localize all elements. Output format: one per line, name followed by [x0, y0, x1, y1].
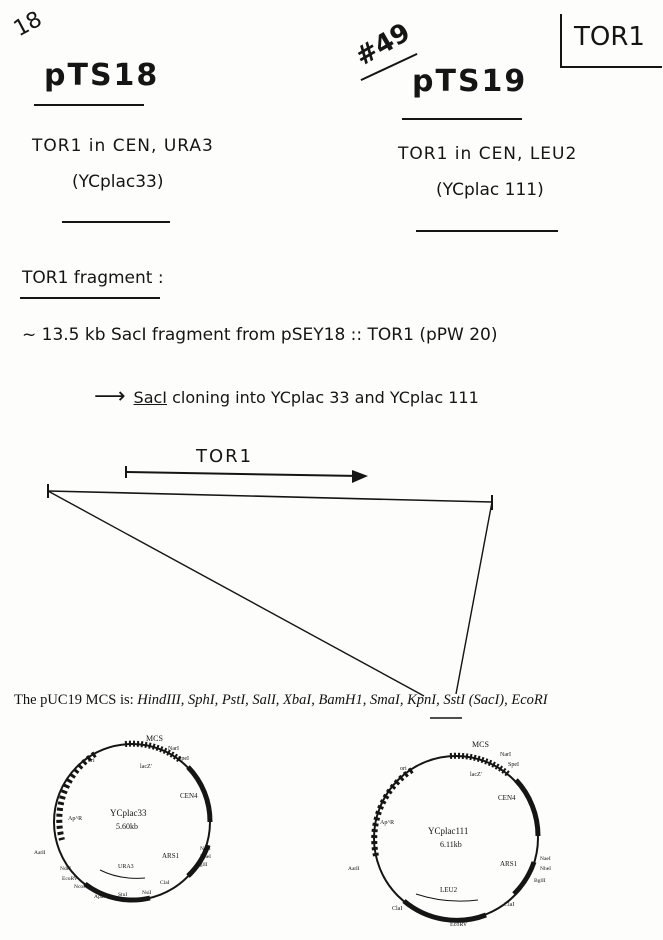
ycplac33-size: 5.60kb — [116, 822, 138, 831]
ycplac33-ori: ori — [88, 758, 95, 764]
ycplac33-mcs: MCS — [146, 734, 163, 743]
ycplac111-naei: NaeI — [540, 856, 551, 862]
ycplac111-nhei: NheI — [540, 866, 551, 872]
ycplac33-nhei: NheI — [200, 854, 211, 860]
left-number: 18 — [9, 6, 47, 43]
ycplac33-ampr: Ap^R — [68, 816, 83, 822]
ycplac33-aatii: AatII — [34, 850, 46, 856]
ycplac33-cen4: CEN4 — [180, 792, 198, 800]
ycplac33-apai: ApaI — [94, 894, 105, 900]
ycplac33-spei: SpeI — [178, 756, 189, 762]
right-vector: (YCplac 111) — [436, 180, 544, 200]
ycplac111-cen4: CEN4 — [498, 794, 516, 802]
fragment-heading: TOR1 fragment : — [22, 268, 164, 288]
ycplac111-ori: ori — [400, 766, 407, 772]
ycplac33-ndei: NdeI — [60, 866, 71, 872]
ycplac33-naei: NaeI — [200, 846, 211, 852]
ycplac33-name: YCplac33 — [110, 808, 147, 818]
right-plasmid-name: pTS19 — [412, 64, 528, 99]
amp-segment — [374, 770, 412, 856]
ycplac111-bglii: BglII — [534, 878, 546, 884]
mcs-sites: HindIII, SphI, PstI, SalI, XbaI, BamH1, SmaI, KpnI, SstI (SacI), EcoRI — [137, 692, 548, 708]
left-vector: (YCplac33) — [72, 172, 164, 192]
cloning-rest: cloning into YCplac 33 and YCplac 111 — [167, 388, 479, 407]
leu2-arrow — [416, 894, 478, 901]
ycplac33-ars1: ARS1 — [162, 852, 180, 860]
ycplac111-name: YCplac111 — [428, 826, 469, 836]
ycplac33-lacz: lacZ' — [140, 764, 152, 770]
ycplac33-ura3: URA3 — [118, 864, 134, 870]
corner-tag: TOR1 — [574, 22, 645, 52]
ycplac111-size: 6.11kb — [440, 840, 462, 849]
ycplac111-clai-right: ClaI — [504, 902, 515, 908]
mcs-prefix: The pUC19 MCS is: — [14, 692, 138, 708]
ycplac111-ars1: ARS1 — [500, 860, 518, 868]
ycplac111-ecorv: EcoRV — [450, 922, 468, 928]
right-number: #49 — [350, 17, 416, 73]
ycplac111-spei: SpeI — [508, 762, 519, 768]
ycplac111-aatii: AatII — [348, 866, 360, 872]
ycplac33-ecorv: EcoRV — [62, 876, 78, 882]
cloning-arrow: ⟶ — [94, 384, 126, 409]
ycplac111-mcs: MCS — [472, 740, 489, 749]
leu2-segment — [404, 901, 486, 920]
ycplac33-stui: StuI — [118, 892, 128, 898]
left-description: TOR1 in CEN, URA3 — [32, 136, 214, 156]
gene-label: TOR1 — [196, 446, 254, 467]
ycplac111-ampr: Ap^R — [380, 820, 395, 826]
ycplac111-lacz: lacZ' — [470, 772, 482, 778]
ycplac111-leu2: LEU2 — [440, 886, 458, 894]
cen4-segment — [516, 780, 538, 836]
ycplac33-ncoi: NcoI — [74, 884, 85, 890]
ycplac33-nari: NarI — [168, 746, 179, 752]
ycplac33-clai: ClaI — [160, 880, 170, 886]
ycplac111-clai-left: ClaI — [392, 906, 403, 912]
cloning-enzyme: SacI — [133, 388, 168, 407]
left-plasmid-name: pTS18 — [44, 58, 160, 93]
backbone-circle — [374, 756, 538, 920]
right-description: TOR1 in CEN, LEU2 — [398, 144, 578, 164]
ycplac111-nari: NarI — [500, 752, 511, 758]
ycplac33-bglii: BglII — [196, 862, 208, 868]
fragment-line1: ~ 13.5 kb SacI fragment from pSEY18 :: TOR1 (pPW 20) — [22, 325, 498, 345]
ycplac33-nsii: NsiI — [142, 890, 152, 896]
